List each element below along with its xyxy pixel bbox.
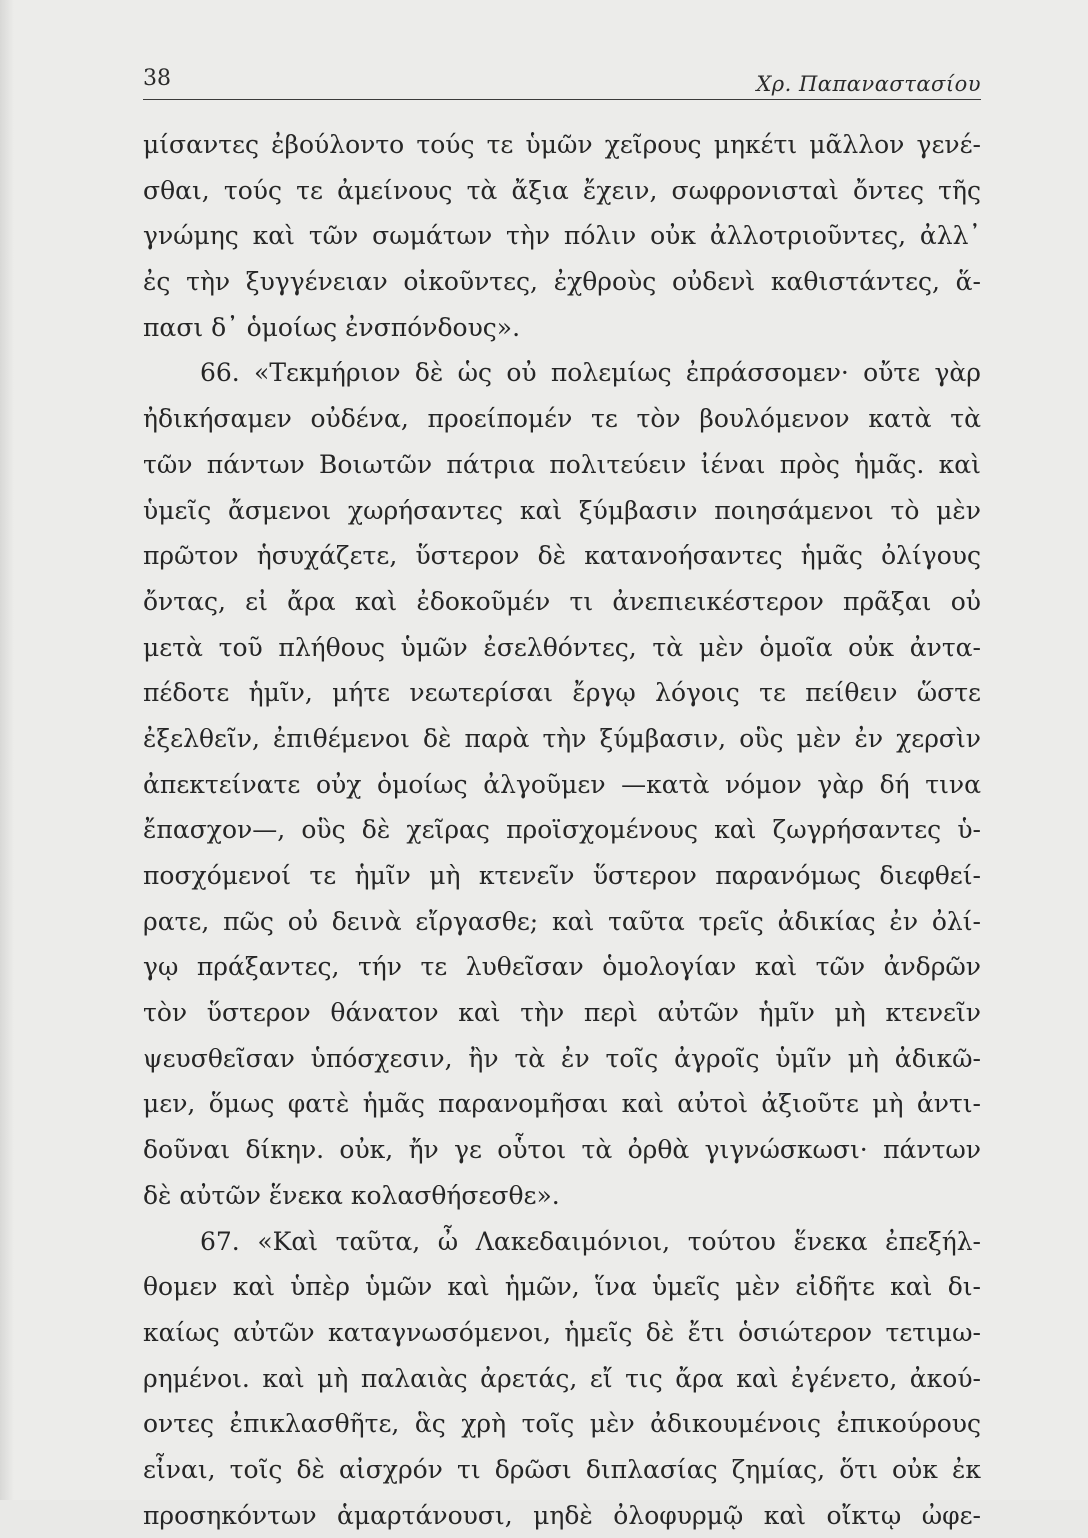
text-line: τὸν ὕστερον θάνατον καὶ τὴν περὶ αὐτῶν ἡμῖν μὴ κτενεῖν [143, 998, 981, 1028]
running-head: Χρ. Παπαναστασίου [756, 72, 981, 96]
text-line: προσηκόντων ἁμαρτάνουσι, μηδὲ ὀλοφυρμῷ καὶ οἴκτῳ ὠφε- [143, 1500, 981, 1530]
text-line: μίσαντες ἐβούλοντο τούς τε ὑμῶν χεῖρους μηκέτι μᾶλλον γενέ- [143, 130, 981, 159]
text-line: σθαι, τούς τε ἀμείνους τὰ ἄξια ἔχειν, σωφρονισταὶ ὄντες τῆς [143, 175, 981, 205]
text-line: τῶν πάντων Βοιωτῶν πάτρια πολιτεύειν ἰέναι πρὸς ἡμᾶς. καὶ [143, 449, 981, 479]
text-line: ὑμεῖς ἄσμενοι χωρήσαντες καὶ ξύμβασιν ποιησάμενοι τὸ μὲν [143, 495, 981, 525]
text-line: γῳ πράξαντες, τήν τε λυθεῖσαν ὁμολογίαν καὶ τῶν ἀνδρῶν [143, 952, 981, 982]
text-line: ἠδικήσαμεν οὐδένα, προείπομέν τε τὸν βουλόμενον κατὰ τὰ [143, 404, 981, 434]
page-header [143, 66, 981, 100]
text-line: καίως αὐτῶν καταγνωσόμενοι, ἡμεῖς δὲ ἔτι ὁσιώτερον τετιμω- [143, 1317, 981, 1347]
text-line: 67. «Καὶ ταῦτα, ὦ Λακεδαιμόνιοι, τούτου ἕνεκα ἐπεξήλ- [200, 1226, 981, 1256]
text-line: γνώμης καὶ τῶν σωμάτων τὴν πόλιν οὐκ ἀλλοτριοῦντες, ἀλλ᾽ [143, 221, 981, 251]
text-line: 66. «Τεκμήριον δὲ ὡς οὐ πολεμίως ἐπράσσομεν· οὔτε γὰρ [200, 358, 981, 388]
text-line: δὲ αὐτῶν ἕνεκα κολασθήσεσθε». [143, 1180, 560, 1210]
text-line: πέδοτε ἡμῖν, μήτε νεωτερίσαι ἔργῳ λόγοις τε πείθειν ὥστε [143, 678, 981, 708]
text-line: ἔπασχον—, οὓς δὲ χεῖρας προϊσχομένους καὶ ζωγρήσαντες ὑ- [143, 815, 981, 845]
header-rule [143, 99, 981, 100]
text-line: ἐς τὴν ξυγγένειαν οἰκοῦντες, ἐχθροὺς οὐδενὶ καθιστάντες, ἅ- [143, 267, 981, 297]
text-line: ρατε, πῶς οὐ δεινὰ εἴργασθε; καὶ ταῦτα τρεῖς ἀδικίας ἐν ὀλί- [143, 906, 981, 936]
text-line: δοῦναι δίκην. οὐκ, ἤν γε οὗτοι τὰ ὀρθὰ γιγνώσκωσι· πάντων [143, 1135, 981, 1165]
text-line: ἀπεκτείνατε οὐχ ὁμοίως ἀλγοῦμεν —κατὰ νόμον γὰρ δή τινα [143, 769, 981, 799]
text-line: εἶναι, τοῖς δὲ αἰσχρόν τι δρῶσι διπλασίας ζημίας, ὅτι οὐκ ἐκ [143, 1454, 981, 1484]
text-line: ποσχόμενοί τε ἡμῖν μὴ κτενεῖν ὕστερον παρανόμως διεφθεί- [143, 861, 981, 890]
text-line: θομεν καὶ ὑπὲρ ὑμῶν καὶ ἡμῶν, ἵνα ὑμεῖς μὲν εἰδῆτε καὶ δι- [143, 1272, 981, 1302]
text-line: πρῶτον ἡσυχάζετε, ὕστερον δὲ κατανοήσαντες ἡμᾶς ὀλίγους [143, 541, 981, 571]
page-number: 38 [143, 66, 171, 91]
text-line: μετὰ τοῦ πλήθους ὑμῶν ἐσελθόντες, τὰ μὲν ὁμοῖα οὐκ ἀντα- [143, 632, 981, 662]
body-text [143, 122, 981, 1538]
text-line: οντες ἐπικλασθῆτε, ἃς χρὴ τοῖς μὲν ἀδικουμένοις ἐπικούρους [143, 1409, 981, 1439]
text-line: πασι δ᾽ ὁμοίως ἐνσπόνδους». [143, 312, 521, 342]
text-line: μεν, ὅμως φατὲ ἡμᾶς παρανομῆσαι καὶ αὐτοὶ ἀξιοῦτε μὴ ἀντι- [143, 1089, 981, 1119]
text-line: ἐξελθεῖν, ἐπιθέμενοι δὲ παρὰ τὴν ξύμβασιν, οὓς μὲν ἐν χερσὶν [143, 723, 981, 753]
text-line: ψευσθεῖσαν ὑπόσχεσιν, ἢν τὰ ἐν τοῖς ἀγροῖς ὑμῖν μὴ ἀδικῶ- [143, 1043, 981, 1073]
page-gutter-shadow [0, 0, 14, 1500]
text-line: ὄντας, εἰ ἄρα καὶ ἐδοκοῦμέν τι ἀνεπιεικέστερον πρᾶξαι οὐ [143, 586, 981, 616]
text-line: ρημένοι. καὶ μὴ παλαιὰς ἀρετάς, εἴ τις ἄρα καὶ ἐγένετο, ἀκού- [143, 1363, 981, 1393]
